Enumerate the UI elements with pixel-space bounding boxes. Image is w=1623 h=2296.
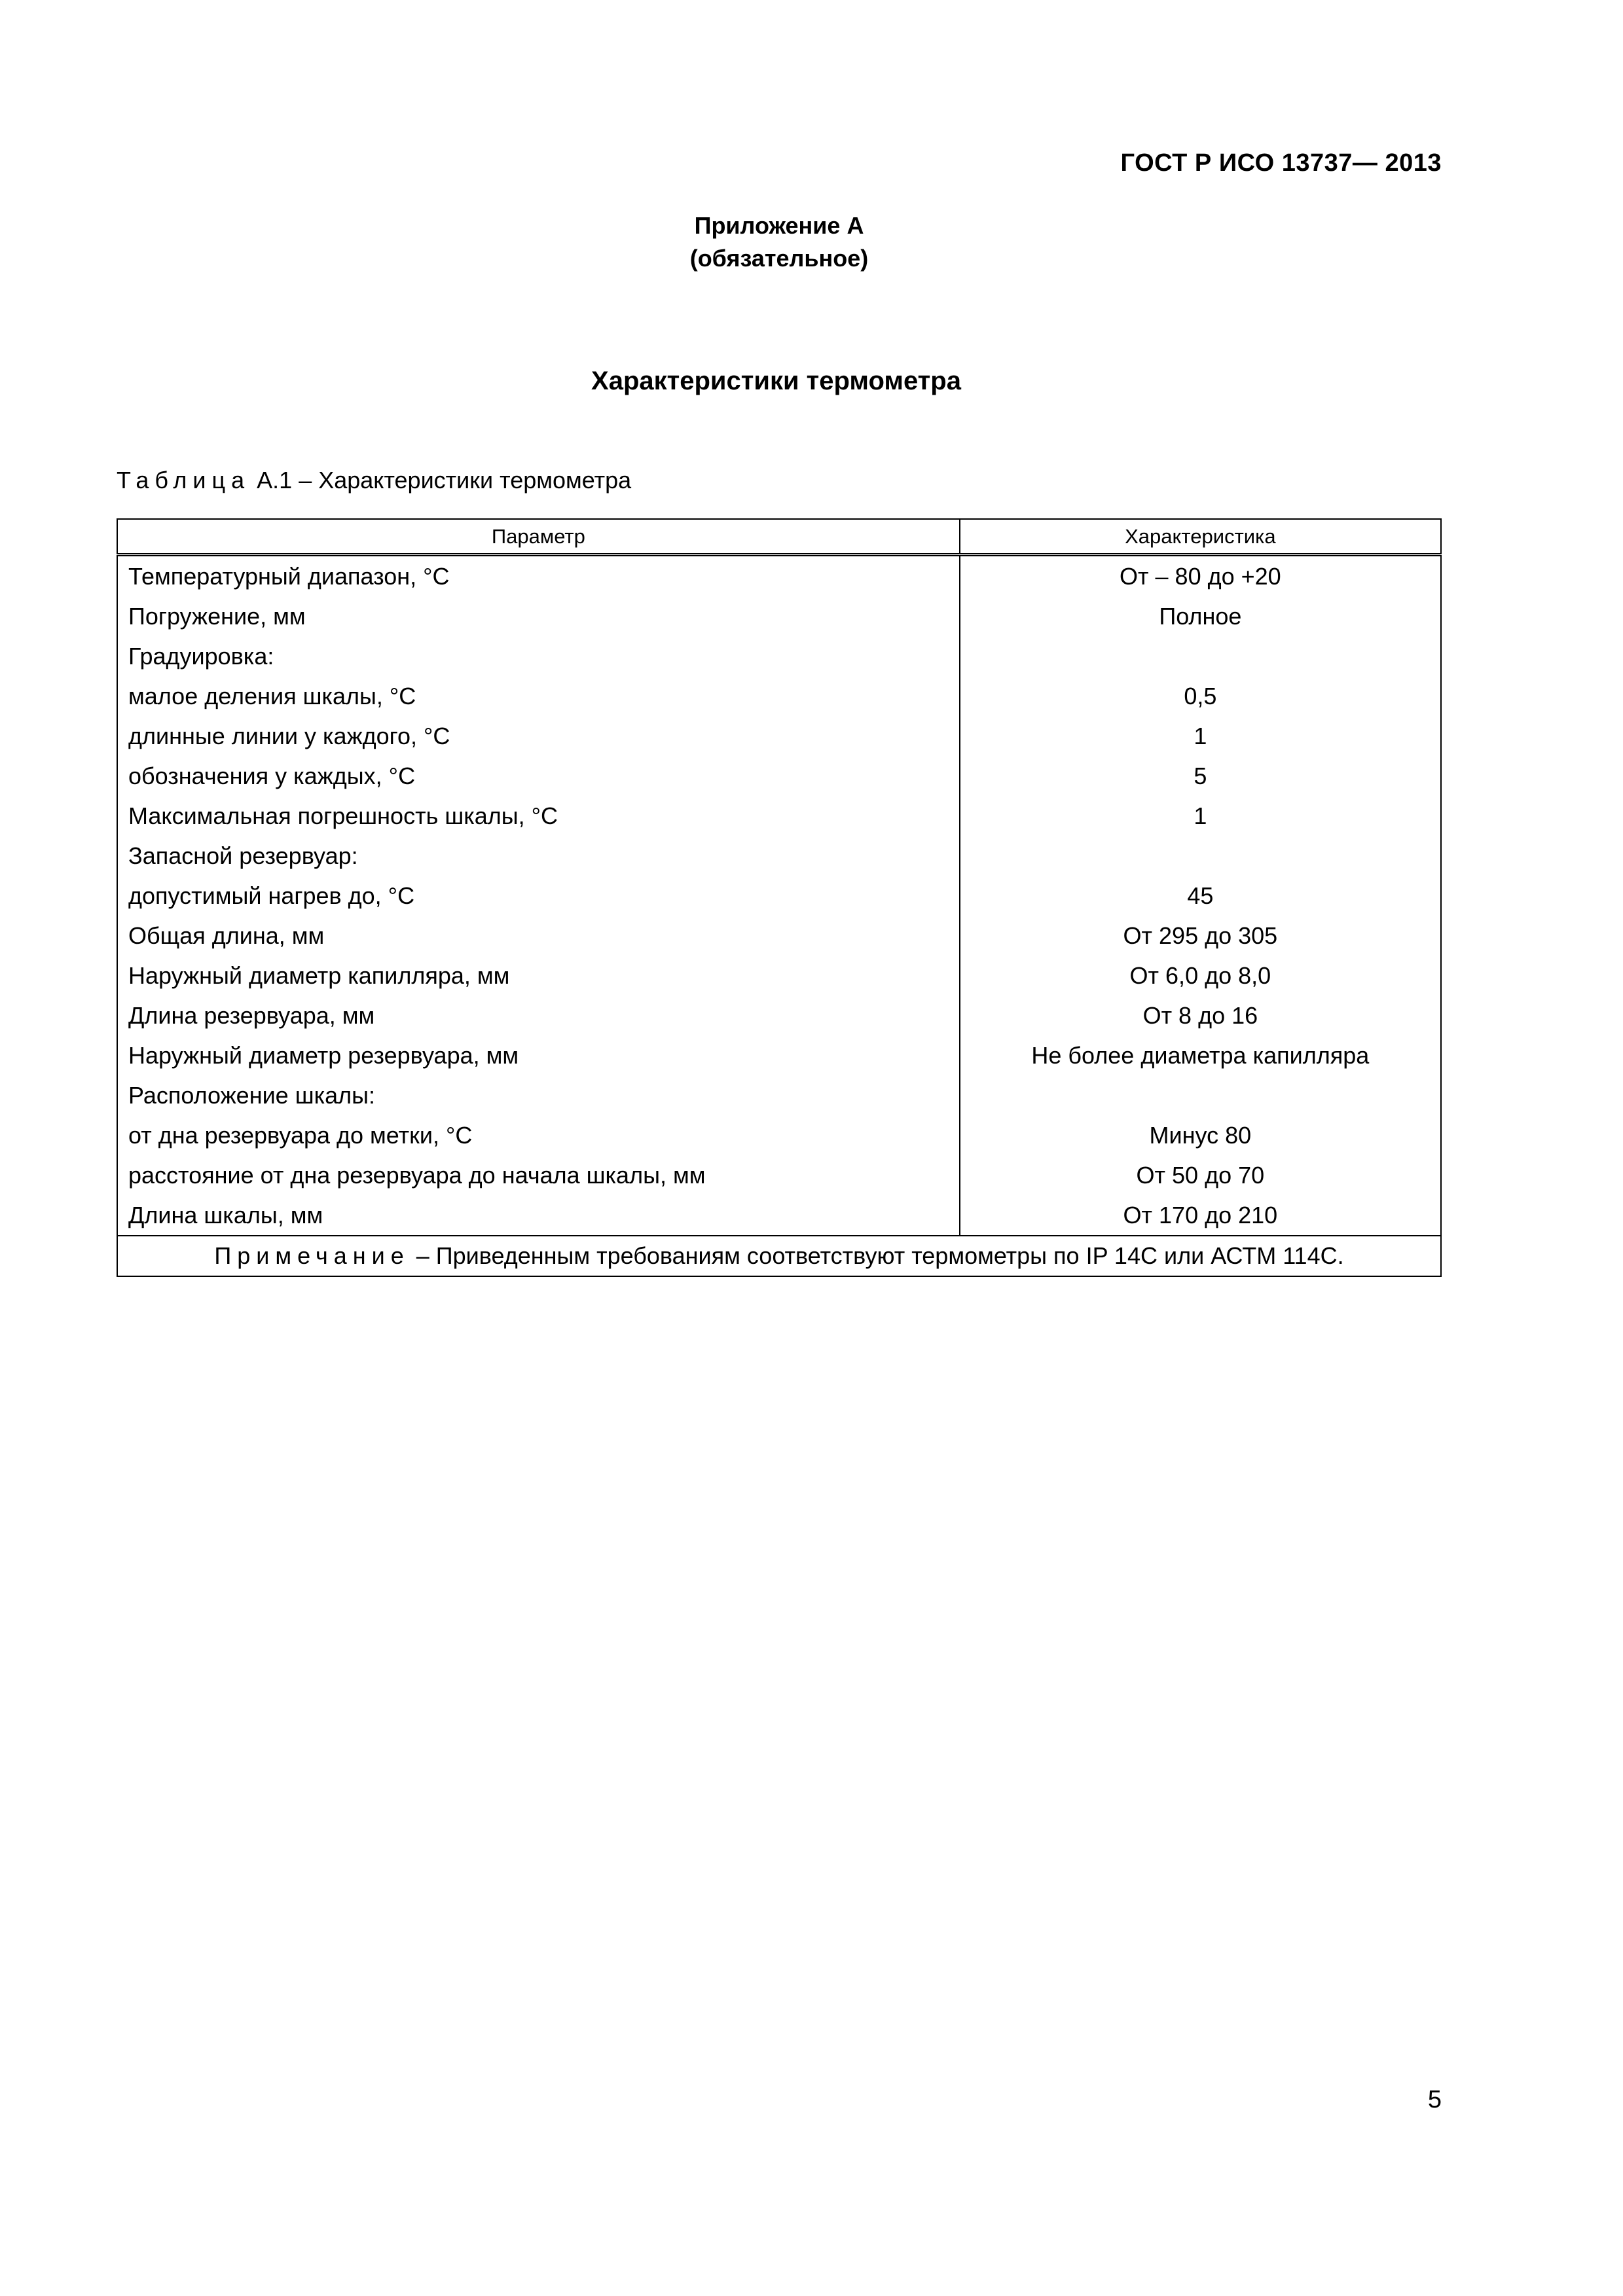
table-row	[117, 636, 1441, 676]
parameter-cell: Запасной резервуар:	[117, 836, 960, 876]
table-row	[117, 956, 1441, 996]
table-caption	[117, 467, 631, 494]
parameter-cell: Длина шкалы, мм	[117, 1195, 960, 1236]
page-number: 5	[1427, 2086, 1442, 2113]
characteristic-cell: От – 80 до +20	[960, 555, 1441, 597]
characteristic-cell: 1	[960, 716, 1441, 756]
table-row	[117, 596, 1441, 636]
characteristic-cell: От 50 до 70	[960, 1155, 1441, 1195]
appendix-label: Приложение А	[694, 212, 864, 239]
table-caption-prefix: Таблица	[117, 467, 251, 493]
parameter-cell: допустимый нагрев до, °С	[117, 876, 960, 916]
note-label: Примечание	[214, 1242, 410, 1269]
table-row	[117, 1075, 1441, 1115]
parameter-cell: Наружный диаметр резервуара, мм	[117, 1035, 960, 1075]
appendix-heading	[681, 209, 877, 275]
parameter-cell: обозначения у каждых, °С	[117, 756, 960, 796]
characteristic-cell: 0,5	[960, 676, 1441, 716]
table-caption-text: А.1 – Характеристики термометра	[250, 467, 632, 493]
parameter-cell: Погружение, мм	[117, 596, 960, 636]
characteristic-cell: 45	[960, 876, 1441, 916]
characteristic-cell	[960, 836, 1441, 876]
parameter-cell: малое деления шкалы, °С	[117, 676, 960, 716]
parameter-cell: Максимальная погрешность шкалы, °С	[117, 796, 960, 836]
table-row	[117, 876, 1441, 916]
column-header-parameter: Параметр	[117, 519, 960, 555]
characteristic-cell	[960, 636, 1441, 676]
parameter-cell: Расположение шкалы:	[117, 1075, 960, 1115]
table-row	[117, 796, 1441, 836]
characteristic-cell: От 6,0 до 8,0	[960, 956, 1441, 996]
thermometer-spec-table	[117, 518, 1442, 1277]
parameter-cell: от дна резервуара до метки, °С	[117, 1115, 960, 1155]
document-code: ГОСТ Р ИСО 13737— 2013	[1120, 149, 1442, 177]
table-row	[117, 1035, 1441, 1075]
parameter-cell: Градуировка:	[117, 636, 960, 676]
table-row	[117, 996, 1441, 1035]
table-row	[117, 676, 1441, 716]
note-text: – Приведенным требованиям соответствуют термометры по IP 14C или АСТМ 114С.	[409, 1242, 1344, 1269]
column-header-characteristic: Характеристика	[960, 519, 1441, 555]
characteristic-cell: 5	[960, 756, 1441, 796]
parameter-cell: Температурный диапазон, °С	[117, 555, 960, 597]
appendix-status: (обязательное)	[689, 245, 869, 272]
parameter-cell: Наружный диаметр капилляра, мм	[117, 956, 960, 996]
table-row	[117, 716, 1441, 756]
table-row	[117, 1155, 1441, 1195]
characteristic-cell: Минус 80	[960, 1115, 1441, 1155]
parameter-cell: расстояние от дна резервуара до начала шкалы, мм	[117, 1155, 960, 1195]
table-body	[117, 555, 1441, 1236]
characteristic-cell: Полное	[960, 596, 1441, 636]
parameter-cell: Общая длина, мм	[117, 916, 960, 956]
table-row	[117, 555, 1441, 597]
table-row	[117, 1195, 1441, 1236]
parameter-cell: Длина резервуара, мм	[117, 996, 960, 1035]
characteristic-cell	[960, 1075, 1441, 1115]
table-row	[117, 916, 1441, 956]
characteristic-cell: От 295 до 305	[960, 916, 1441, 956]
characteristic-cell: От 8 до 16	[960, 996, 1441, 1035]
characteristic-cell: От 170 до 210	[960, 1195, 1441, 1236]
characteristic-cell: Не более диаметра капилляра	[960, 1035, 1441, 1075]
table-row	[117, 756, 1441, 796]
table-header-row	[117, 519, 1441, 555]
parameter-cell: длинные линии у каждого, °С	[117, 716, 960, 756]
section-title: Характеристики термометра	[591, 367, 961, 395]
table-note	[117, 1236, 1441, 1276]
table-row	[117, 836, 1441, 876]
table-row	[117, 1115, 1441, 1155]
characteristic-cell: 1	[960, 796, 1441, 836]
table-note-row	[117, 1236, 1441, 1276]
